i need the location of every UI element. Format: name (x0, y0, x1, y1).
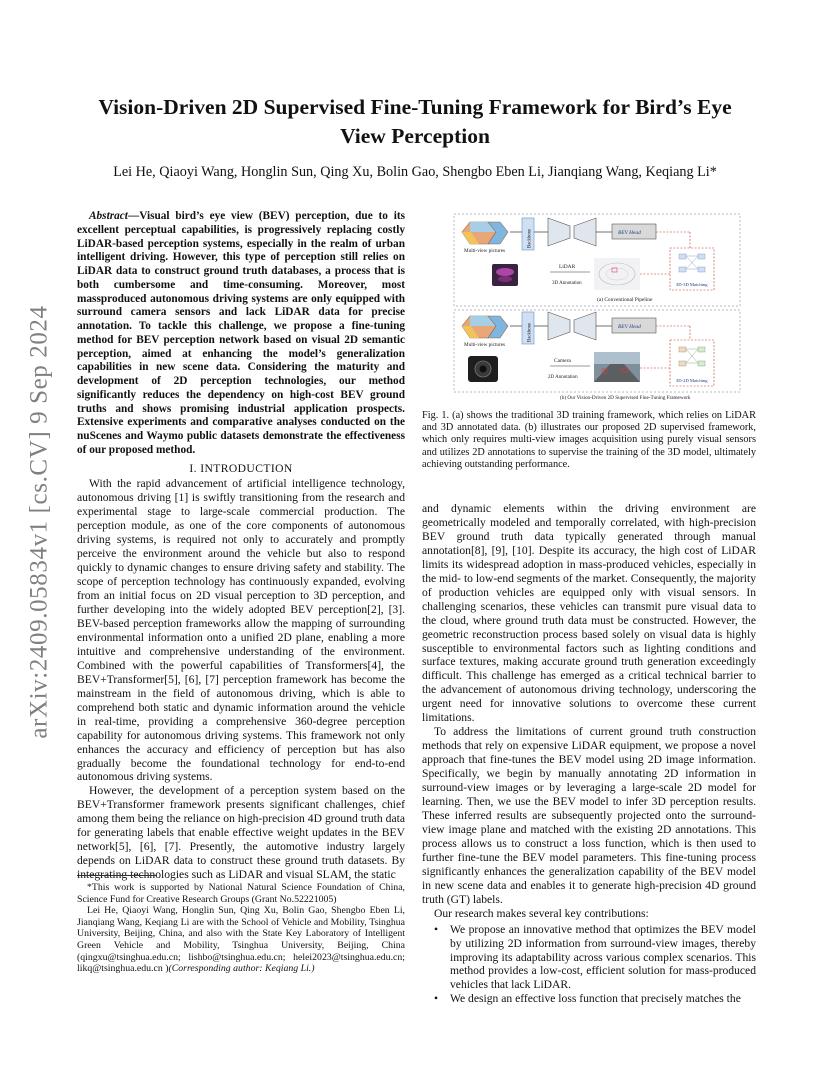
footnote-funding: *This work is supported by National Natural Science Foundation of China, Science Fund for Creative Research Groups (Grant No.52221005) (77, 882, 405, 905)
matching-3d-graph (679, 254, 705, 272)
lidar-pointcloud-image (594, 258, 640, 290)
footnotes (77, 882, 405, 975)
abstract-text: Visual bird’s eye view (BEV) perception, due to its excellent perceptual capabilities, is progressively replacing costly LiDAR-based perception systems, especially in the realm of urban intelligent driving. However, this type of perception still relies on LiDAR data to construct ground truth databases, a process that is both cumbersome and time-consuming. Moreover, most massproduced autonomous driving systems are only equipped with surround camera sensors and lack LiDAR data for precise annotation. To tackle this challenge, we propose a fine-tuning method for BEV perception network based on visual 2D semantic perception, aimed at enhancing the model’s generalization capabilities in new scene data. Considering the maturity and development of 2D perception technologies, our method significantly reduces the dependency on high-cost BEV ground truths and shows promising industrial application prospects. Extensive experiments and comparative analyses conducted on the nuScenes and Waymo public datasets demonstrate the effectiveness of our proposed method. (77, 210, 405, 456)
lidar-sensor-icon (492, 264, 518, 286)
camera-sensor-icon (468, 356, 498, 382)
matching-3d-label: 3D-3D Matching (676, 282, 708, 287)
multiview-label: Multi-view pictures (464, 342, 506, 348)
paper-title: Vision-Driven 2D Supervised Fine-Tuning Framework for Bird’s Eye View Perception (98, 95, 732, 148)
matching-3d2d-label: 3D-2D Matching (676, 378, 708, 383)
abstract (77, 210, 405, 458)
encoder-trapezoid (548, 312, 570, 340)
matching-3d2d-graph (679, 347, 705, 366)
section-heading-introduction: I. INTRODUCTION (189, 461, 293, 475)
bullet: • (434, 922, 439, 936)
list-item: • We design an effective loss function that precisely matches the (434, 992, 741, 1006)
figure-caption: Fig. 1. (a) shows the traditional 3D training framework, which relies on LiDAR and 3D annotated data. (b) illustrates our proposed 2D supervised framework, which only requires multi-view images acquisition using purely visual sensors and utilizes 2D annotations to supervise the training of the 3D model, ultimately achieving outstanding performance. (422, 410, 756, 470)
street-scene-image (594, 352, 640, 382)
encoder-trapezoid (548, 218, 570, 246)
right-column (422, 502, 756, 1006)
lidar-label: LiDAR (559, 264, 576, 270)
arxiv-stamp: arXiv:2409.05834v1 [cs.CV] 9 Sep 2024 (26, 305, 53, 739)
annotation-2d-label: 2D Annotation (548, 375, 578, 380)
abstract-label: Abstract (89, 210, 128, 222)
footnote-rule (77, 875, 157, 876)
author-list: Lei He, Qiaoyi Wang, Honglin Sun, Qing Xu, Bolin Gao, Shengbo Eben Li, Jianqiang Wang, Keqiang Li* (113, 164, 717, 180)
contributions-list (422, 923, 756, 1007)
footnote-affiliations: Lei He, Qiaoyi Wang, Honglin Sun, Qing Xu, Bolin Gao, Shengbo Eben Li, Jianqiang Wang, Keqiang Li are with the School of Vehicle and Mobility, Tsinghua University, Beijing, China, and also with the State Key Laboratory of Intelligent Green Vehicle and Mobility, Tsinghua University, Beijing, China (qingxu@tsinghua.edu.cn; lishbo@tsinghua.edu.cn; helei2023@tsinghua.edu.cn; likq@tsinghua.edu.cn )(Corresponding author: Keqiang Li.) (77, 905, 405, 975)
paragraph: However, the development of a perception system based on the BEV+Transformer framework presents significant challenges, chief among them being the reliance on high-precision 4D ground truth data for generating labels that enable effective weight updates in the BEV network[5], [6], [7]. Presently, the automotive industry largely depends on LiDAR data to construct these ground truth datasets. By integrating technologies such as LiDAR and visual SLAM, the static (77, 784, 405, 882)
paragraph: To address the limitations of current ground truth construction methods that rely on expensive LiDAR equipment, we propose a novel approach that fine-tunes the BEV model using 2D image information. Specifically, we begin by manually annotating 2D information in surround-view images or by leveraging a large-scale 2D model for learning. Then, we use the BEV model to infer 3D perception results. These inferred results are subsequently projected onto the surround-view image plane and matched with the existing 2D annotations. This process allows us to construct a loss function, which is then used to further fine-tune the BEV model parameters. This fine-tuning process significantly enhances the generalization capability of the BEV model in new scene data and enables it to generate high-precision 4D ground truth (GT) labels. (422, 725, 756, 906)
camera-label: Camera (554, 358, 571, 364)
figure-1-pipeline-diagram (452, 212, 742, 404)
multiview-images-icon (462, 316, 508, 338)
multiview-images-icon (462, 222, 508, 244)
backbone-label: Backbone (527, 322, 533, 342)
paragraph: Our research makes several key contributions: (434, 906, 649, 920)
abstract-dash: — (127, 210, 140, 222)
decoder-trapezoid (574, 312, 596, 340)
panel-b-vision-driven-framework (454, 310, 740, 401)
backbone-label: Backbone (527, 228, 533, 248)
paragraph: With the rapid advancement of artificial intelligence technology, autonomous driving [1] is swiftly transitioning from the research and experimental stage to large-scale commercial production. The perception module, as one of the core components of autonomous driving systems, is required not only to accurately and promptly perceive the environment around the vehicle but also to respond quickly to dynamic changes to ensure driving safety and stability. The scope of perception technology has continuously expanded, evolving from an initial focus on 2D visual perception to 3D perception, and further developing into the widely adopted BEV perception[2], [3]. BEV-based perception frameworks allow the mapping of surrounding environmental information onto a unified 2D plane, enabling a more intuitive and comprehensive understanding of the environment. Combined with the powerful capabilities of Transformers[4], the BEV+Transformer[5], [6], [7] perception framework has become the mainstream in the field of autonomous driving, which is able to comprehend both static and dynamic information around the vehicle in real-time, providing a comprehensive 360-degree perception capability for autonomous driving systems. This framework not only enhances the accuracy and efficiency of perception but has also gradually become the foundational technology for end-to-end autonomous driving systems. (77, 477, 405, 784)
paragraph: and dynamic elements within the driving environment are geometrically modeled and temporally correlated, with high-precision BEV ground truth data typically generated through manual annotation[8], [9], [10]. Despite its accuracy, the high cost of LiDAR limits its widespread adoption in mass-produced vehicles, especially in the mid- to low-end segments of the market. Consequently, the majority of production vehicles are equipped only with visual sensors. In challenging scenarios, these vehicles can transmit pure visual data to the cloud, where ground truth data must be constructed. However, the geometric reconstruction process based solely on visual data is highly susceptible to environmental factors such as lighting conditions and surface textures, making accurate ground truth generation exceedingly difficult. This challenge has emerged as a critical technical barrier to the advancement of autonomous driving technology, underscoring the urgent need for innovative solutions to overcome these current limitations. (422, 502, 756, 725)
caption-a: (a) Conventional Pipeline (597, 297, 653, 303)
bev-head-label: BEV Head (618, 324, 641, 330)
footnote-corresponding-author: (Corresponding author: Keqiang Li.) (168, 963, 315, 975)
panel-a-conventional-pipeline (454, 214, 740, 306)
left-column (77, 210, 405, 882)
list-item: • We propose an innovative method that optimizes the BEV model by utilizing 2D information from surround-view images, thereby improving its adaptability across various complex scenarios. This method provides a low-cost, efficient solution for mass-produced vehicles that lack LiDAR. (434, 922, 756, 992)
bev-head-label: BEV Head (618, 230, 641, 236)
caption-b: (b) Our Vision-Driven 2D Supervised Fine-Tuning Framework (560, 395, 691, 401)
multiview-label: Multi-view pictures (464, 248, 506, 254)
decoder-trapezoid (574, 218, 596, 246)
bullet: • (434, 992, 439, 1006)
annotation-3d-label: 3D Annotation (552, 281, 582, 286)
